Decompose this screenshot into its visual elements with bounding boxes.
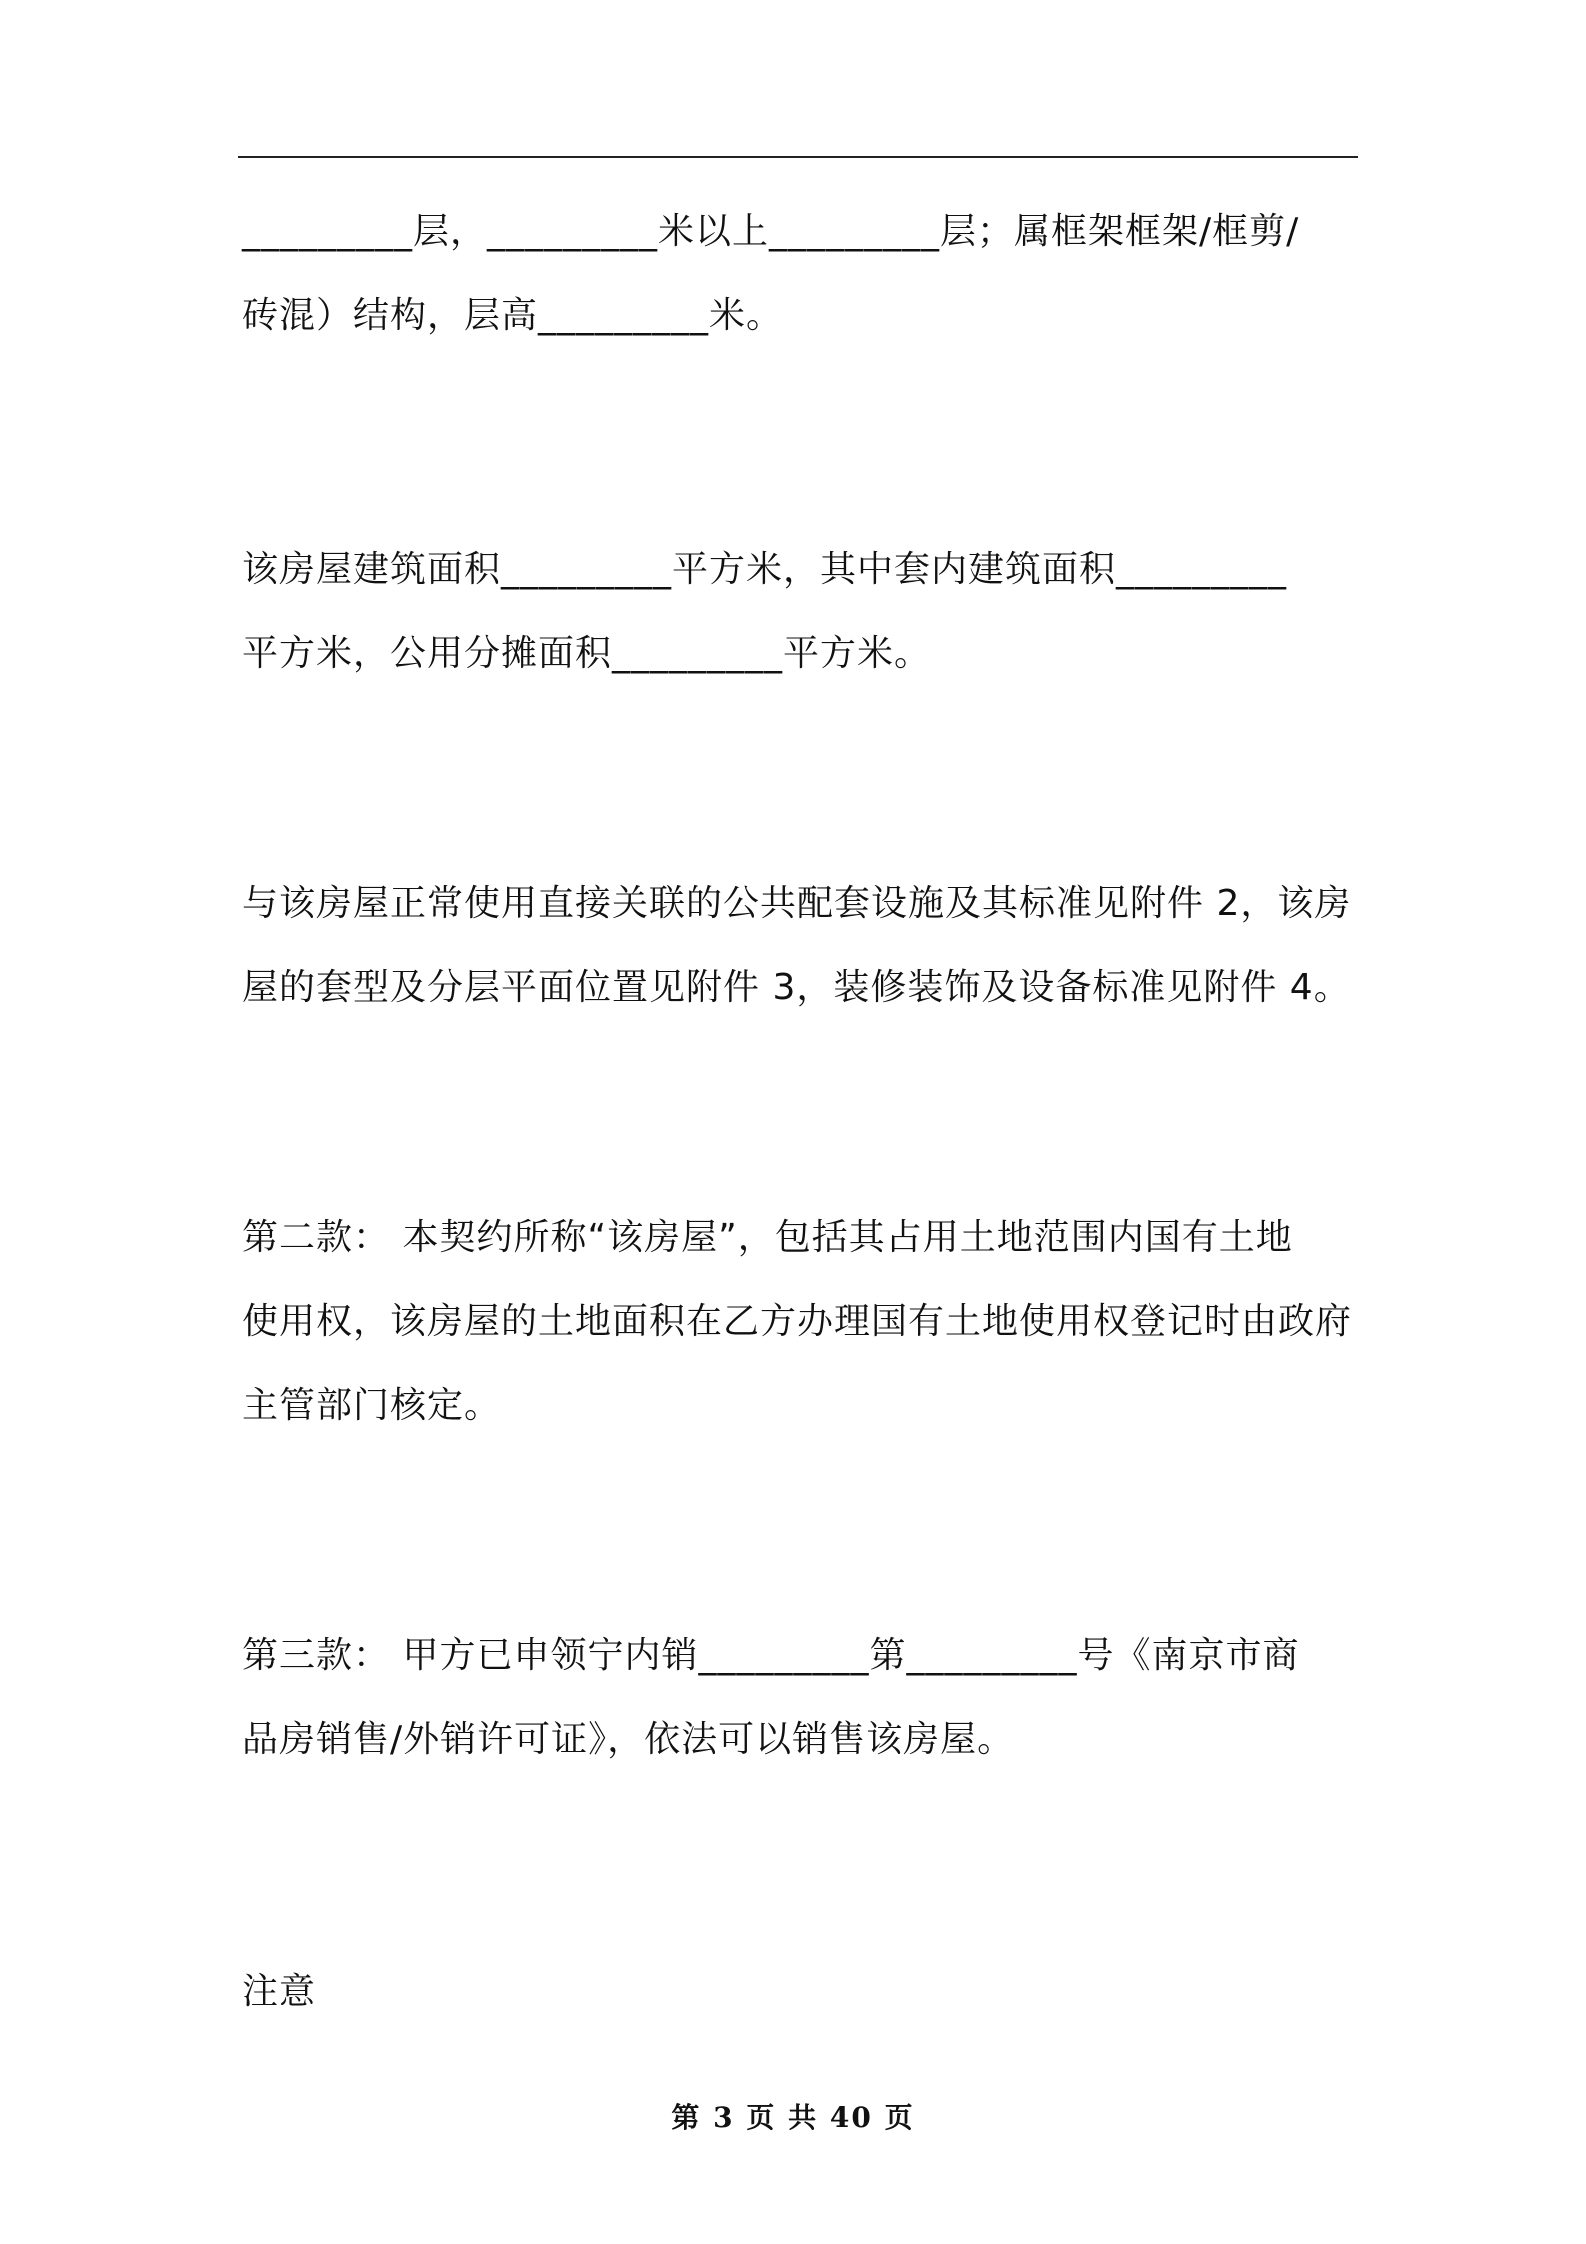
text-line: 与该房屋正常使用直接关联的公共配套设施及其标准见附件 2，该房 (242, 883, 1352, 924)
text-line: 砖混）结构，层高_________米。 (242, 295, 784, 336)
paragraph-note (242, 1950, 1356, 2034)
header-rule (238, 156, 1358, 158)
text-line: 屋的套型及分层平面位置见附件 3，装修装饰及设备标准见附件 4。 (242, 967, 1351, 1008)
note-heading: 注意 (242, 1971, 317, 2012)
page-number: 第 3 页 共 40 页 (671, 2101, 915, 2134)
text-line: 使用权，该房屋的土地面积在乙方办理国有土地使用权登记时由政府 (242, 1301, 1353, 1342)
text-line: 第二款： 本契约所称“该房屋”，包括其占用土地范围内国有土地 (242, 1217, 1293, 1258)
paragraph-building-area (242, 528, 1356, 696)
paragraph-facilities (242, 862, 1356, 1030)
text-line: 平方米，公用分摊面积_________平方米。 (242, 633, 932, 674)
text-line: 品房销售/外销许可证》，依法可以销售该房屋。 (242, 1719, 1015, 1760)
text-line: _________层，_________米以上_________层；属框架框架/框剪/ (242, 211, 1300, 252)
paragraph-clause-three (242, 1614, 1356, 1782)
text-line: 主管部门核定。 (242, 1385, 502, 1426)
text-line: 第三款： 甲方已申领宁内销_________第_________号《南京市商 (242, 1635, 1300, 1676)
paragraph-floor-structure (242, 190, 1356, 358)
text-line: 该房屋建筑面积_________平方米，其中套内建筑面积_________ (242, 549, 1288, 590)
paragraph-clause-two (242, 1196, 1356, 1448)
